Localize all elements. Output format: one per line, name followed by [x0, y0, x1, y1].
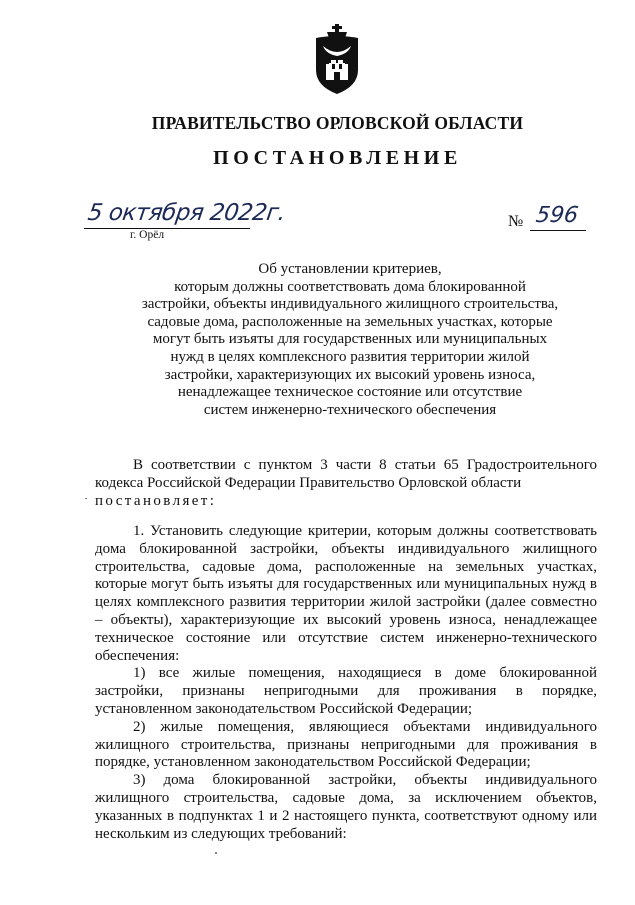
paragraph: 3) дома блокированной застройки, объекты индивидуального жилищного строительства, садовые дома, за исключением объектов, указанных в подпунктах 1 и 2 настоящего пункта, соответствуют одному или нескольким из следующих требований: [95, 772, 597, 842]
organization-title: ПРАВИТЕЛЬСТВО ОРЛОВСКОЙ ОБЛАСТИ [151, 113, 524, 133]
paragraph: 2) жилые помещения, являющиеся объектами индивидуального жилищного строительства, признаны непригодными для проживания в порядке, установленном законодательством Российской Федерации; [95, 718, 597, 771]
handwritten-date: 5 октября 2022г. [86, 200, 287, 226]
scan-mark [215, 852, 217, 854]
subject-line: Об установлении критериев, [258, 261, 442, 277]
subject-line: систем инженерно-технического обеспечения [203, 401, 497, 418]
resolution-body [95, 523, 597, 843]
subject-line: застройки, объекты индивидуального жилищного строительства, [141, 296, 559, 313]
subject-line: нужд в целях комплексного развития территории жилой [170, 348, 530, 365]
scan-mark [85, 498, 87, 499]
coat-of-arms-icon [312, 24, 362, 96]
emblem [312, 24, 362, 96]
document-type: ПОСТАНОВЛЕНИЕ [213, 147, 462, 169]
paragraph: 1) все жилые помещения, находящиеся в доме блокированной застройки, признаны непригодными для проживания в порядке, установленном законодательством Российской Федерации; [95, 665, 597, 717]
subject-line: застройки, характеризующих их высокий уровень износа, [164, 366, 536, 383]
document-subject [100, 261, 600, 419]
paragraph: 1. Установить следующие критерии, которым должны соответствовать дома блокированной застройки, объекты индивидуального жилищного строительства, садовые дома, расположенные на земельных участках, которые могут быть изъяты для государственных или муниципальных нужд в целях комплексного развития территории жилой застройки (далее совместно – объекты), характеризующие их высокий уровень износа, ненадлежащее техническое состояние или отсутствие систем инженерно-технического обеспечения: [95, 523, 597, 664]
subject-line: садовые дома, расположенные на земельных участках, которые [147, 313, 553, 330]
number-sign: № [508, 213, 524, 230]
number-underline [530, 230, 586, 231]
resolves-word: постановляет: [95, 492, 217, 509]
city-label: г. Орёл [130, 229, 165, 241]
subject-line: которым должны соответствовать дома блокированной [174, 278, 526, 295]
date-underline [84, 228, 250, 229]
preamble [95, 457, 597, 510]
handwritten-number: 596 [534, 203, 580, 228]
preamble-text: В соответствии с пунктом 3 части 8 статьи 65 Градостроительного кодекса Российской Федерации Правительство Орловской области [95, 457, 597, 491]
subject-line: ненадлежащее техническое состояние или отсутствие [177, 384, 523, 401]
subject-line: могут быть изъяты для государственных или муниципальных [152, 331, 548, 348]
